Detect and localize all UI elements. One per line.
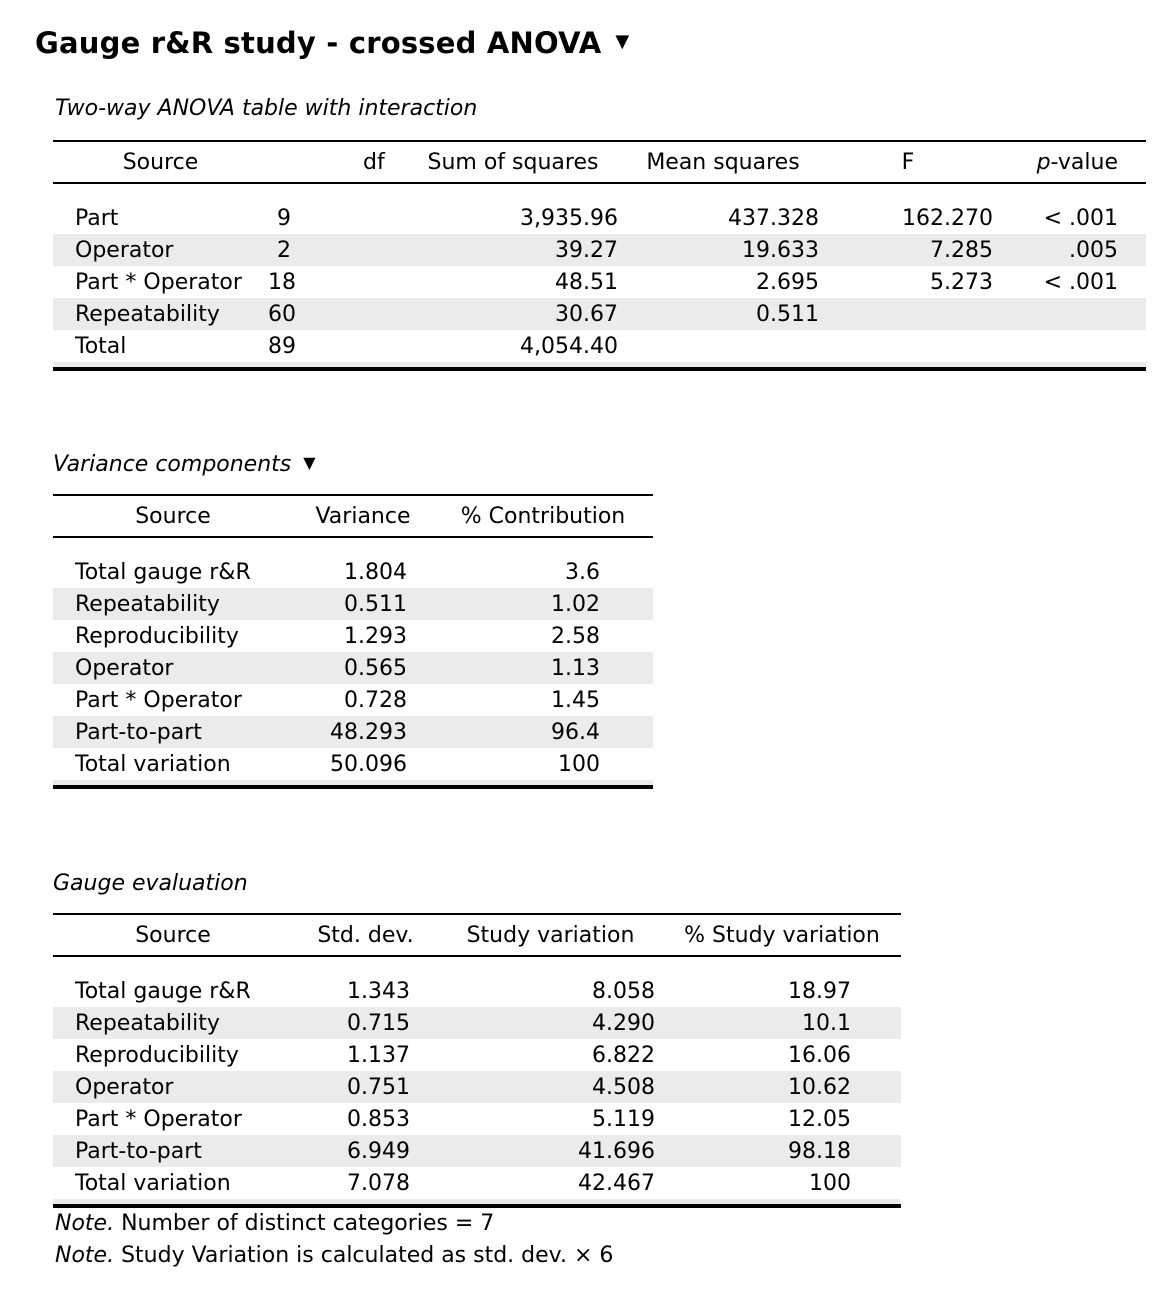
spacer — [53, 537, 653, 556]
cell-df: 89 — [268, 333, 296, 359]
cell-ms: 2.695 — [756, 269, 819, 295]
cell-source: Total variation — [75, 1170, 231, 1196]
cell-ss: 48.51 — [555, 269, 618, 295]
cell-ss: 3,935.96 — [520, 205, 618, 231]
spacer — [53, 183, 1146, 202]
table-bottom-rule — [53, 780, 653, 787]
cell-source: Reproducibility — [75, 1042, 239, 1068]
cell-source: Operator — [53, 652, 293, 684]
cell-std-dev: 7.078 — [347, 1170, 410, 1196]
cell-f: 162.270 — [902, 205, 993, 231]
page-title — [35, 26, 629, 60]
cell-contribution: 96.4 — [433, 716, 653, 748]
cell-df: 9 — [277, 205, 291, 231]
cell-source: Part * Operator — [75, 269, 242, 295]
cell-std-dev: 0.853 — [347, 1106, 410, 1132]
cell-source: Part * Operator — [75, 687, 242, 713]
cell-p: < .001 — [1043, 205, 1118, 231]
table-note — [55, 1211, 494, 1236]
note-label: Note. — [55, 1211, 115, 1236]
note-text: Number of distinct categories = 7 — [114, 1211, 495, 1236]
cell-source: Repeatability — [53, 298, 268, 330]
table-row — [53, 748, 653, 780]
table-header-row — [53, 495, 653, 537]
anova-table — [53, 140, 1146, 371]
table-header-row — [53, 141, 1146, 183]
cell-f — [823, 298, 993, 330]
cell-variance: 50.096 — [330, 751, 407, 777]
column-header-mean-squares: Mean squares — [623, 141, 823, 183]
cell-study-variation: 41.696 — [438, 1135, 663, 1167]
cell-source: Repeatability — [53, 1007, 293, 1039]
table-bottom-rule — [53, 362, 1146, 369]
cell-ms: 0.511 — [623, 298, 823, 330]
cell-ms: 19.633 — [623, 234, 823, 266]
cell-source: Part * Operator — [75, 1106, 242, 1132]
cell-contribution: 1.45 — [551, 687, 600, 713]
cell-source: Part-to-part — [53, 716, 293, 748]
cell-contribution: 2.58 — [551, 623, 600, 649]
table-row — [53, 684, 653, 716]
triangle-down-icon[interactable]: ▼ — [615, 31, 630, 52]
cell-p: < .001 — [1043, 269, 1118, 295]
cell-source: Repeatability — [53, 588, 293, 620]
cell-pct-study-variation: 10.62 — [663, 1071, 901, 1103]
cell-ss: 4,054.40 — [520, 333, 618, 359]
cell-ss: 30.67 — [403, 298, 623, 330]
table-row — [53, 1071, 901, 1103]
cell-source: Total gauge r&R — [75, 978, 251, 1004]
column-header-source: Source — [53, 495, 293, 537]
cell-source: Part-to-part — [53, 1135, 293, 1167]
cell-pct-study-variation: 16.06 — [788, 1042, 851, 1068]
cell-source: Total gauge r&R — [75, 559, 251, 585]
cell-variance: 0.565 — [293, 652, 433, 684]
cell-source: Total — [75, 333, 127, 359]
cell-ms — [623, 330, 823, 362]
p-italic: p — [1036, 149, 1051, 175]
table-row — [53, 1103, 901, 1135]
cell-study-variation: 8.058 — [592, 978, 655, 1004]
note-label: Note. — [55, 1243, 115, 1268]
table-row — [53, 202, 1146, 234]
cell-study-variation: 4.290 — [438, 1007, 663, 1039]
cell-p: .005 — [993, 234, 1146, 266]
cell-variance: 0.728 — [344, 687, 407, 713]
variance-components-caption-text: Variance components — [53, 452, 292, 477]
table-row — [53, 716, 653, 748]
table-bottom-rule — [53, 1199, 901, 1206]
cell-pct-study-variation: 18.97 — [788, 978, 851, 1004]
cell-f — [823, 330, 993, 362]
cell-source: Reproducibility — [75, 623, 239, 649]
variance-components-table — [53, 494, 653, 789]
table-row — [53, 620, 653, 652]
cell-p — [993, 330, 1146, 362]
note-text: Study Variation is calculated as std. dev. × 6 — [114, 1243, 614, 1268]
cell-study-variation: 5.119 — [592, 1106, 655, 1132]
gauge-evaluation-table — [53, 913, 901, 1208]
table-row — [53, 588, 653, 620]
table-row — [53, 298, 1146, 330]
column-header-study-variation: Study variation — [438, 914, 663, 956]
cell-variance: 1.804 — [344, 559, 407, 585]
cell-contribution: 3.6 — [565, 559, 600, 585]
cell-study-variation: 6.822 — [592, 1042, 655, 1068]
column-header-f: F — [823, 141, 993, 183]
cell-variance: 1.293 — [344, 623, 407, 649]
table-row — [53, 266, 1146, 298]
table-row — [53, 1007, 901, 1039]
column-header-df: df — [268, 141, 403, 183]
cell-std-dev: 1.343 — [347, 978, 410, 1004]
cell-f: 7.285 — [823, 234, 993, 266]
cell-source: Operator — [53, 234, 268, 266]
cell-std-dev: 1.137 — [347, 1042, 410, 1068]
table-row — [53, 330, 1146, 362]
table-row — [53, 1135, 901, 1167]
column-header-contribution: % Contribution — [433, 495, 653, 537]
cell-study-variation: 42.467 — [578, 1170, 655, 1196]
cell-source: Operator — [53, 1071, 293, 1103]
cell-variance: 0.511 — [293, 588, 433, 620]
cell-std-dev: 0.715 — [293, 1007, 438, 1039]
cell-f: 5.273 — [930, 269, 993, 295]
cell-variance: 48.293 — [293, 716, 433, 748]
cell-df: 60 — [268, 298, 403, 330]
anova-table-caption: Two-way ANOVA table with interaction — [55, 96, 478, 121]
cell-ms: 437.328 — [728, 205, 819, 231]
table-row — [53, 1167, 901, 1199]
triangle-down-icon[interactable]: ▼ — [303, 453, 316, 472]
cell-ss: 39.27 — [403, 234, 623, 266]
cell-std-dev: 0.751 — [293, 1071, 438, 1103]
cell-contribution: 1.02 — [433, 588, 653, 620]
cell-pct-study-variation: 10.1 — [663, 1007, 901, 1039]
cell-source: Total variation — [75, 751, 231, 777]
cell-std-dev: 6.949 — [293, 1135, 438, 1167]
cell-p — [993, 298, 1146, 330]
cell-source: Part — [75, 205, 119, 231]
variance-components-caption — [53, 452, 316, 477]
gauge-evaluation-caption: Gauge evaluation — [53, 871, 248, 896]
cell-df: 18 — [268, 269, 296, 295]
column-header-variance: Variance — [293, 495, 433, 537]
table-row — [53, 975, 901, 1007]
p-rest: -value — [1050, 149, 1118, 175]
table-note — [55, 1243, 613, 1268]
cell-study-variation: 4.508 — [438, 1071, 663, 1103]
table-row — [53, 234, 1146, 266]
cell-pct-study-variation: 100 — [809, 1170, 851, 1196]
cell-df: 2 — [268, 234, 403, 266]
table-row — [53, 652, 653, 684]
spacer — [53, 956, 901, 975]
cell-pct-study-variation: 98.18 — [663, 1135, 901, 1167]
column-header-p-value — [993, 141, 1146, 183]
table-header-row — [53, 914, 901, 956]
cell-contribution: 1.13 — [433, 652, 653, 684]
column-header-source: Source — [53, 914, 293, 956]
cell-contribution: 100 — [558, 751, 600, 777]
page-title-text: Gauge r&R study - crossed ANOVA — [35, 26, 602, 60]
cell-pct-study-variation: 12.05 — [788, 1106, 851, 1132]
column-header-std-dev: Std. dev. — [293, 914, 438, 956]
table-row — [53, 1039, 901, 1071]
column-header-sum-of-squares: Sum of squares — [403, 141, 623, 183]
column-header-pct-study-variation: % Study variation — [663, 914, 901, 956]
table-row — [53, 556, 653, 588]
column-header-source: Source — [53, 141, 268, 183]
